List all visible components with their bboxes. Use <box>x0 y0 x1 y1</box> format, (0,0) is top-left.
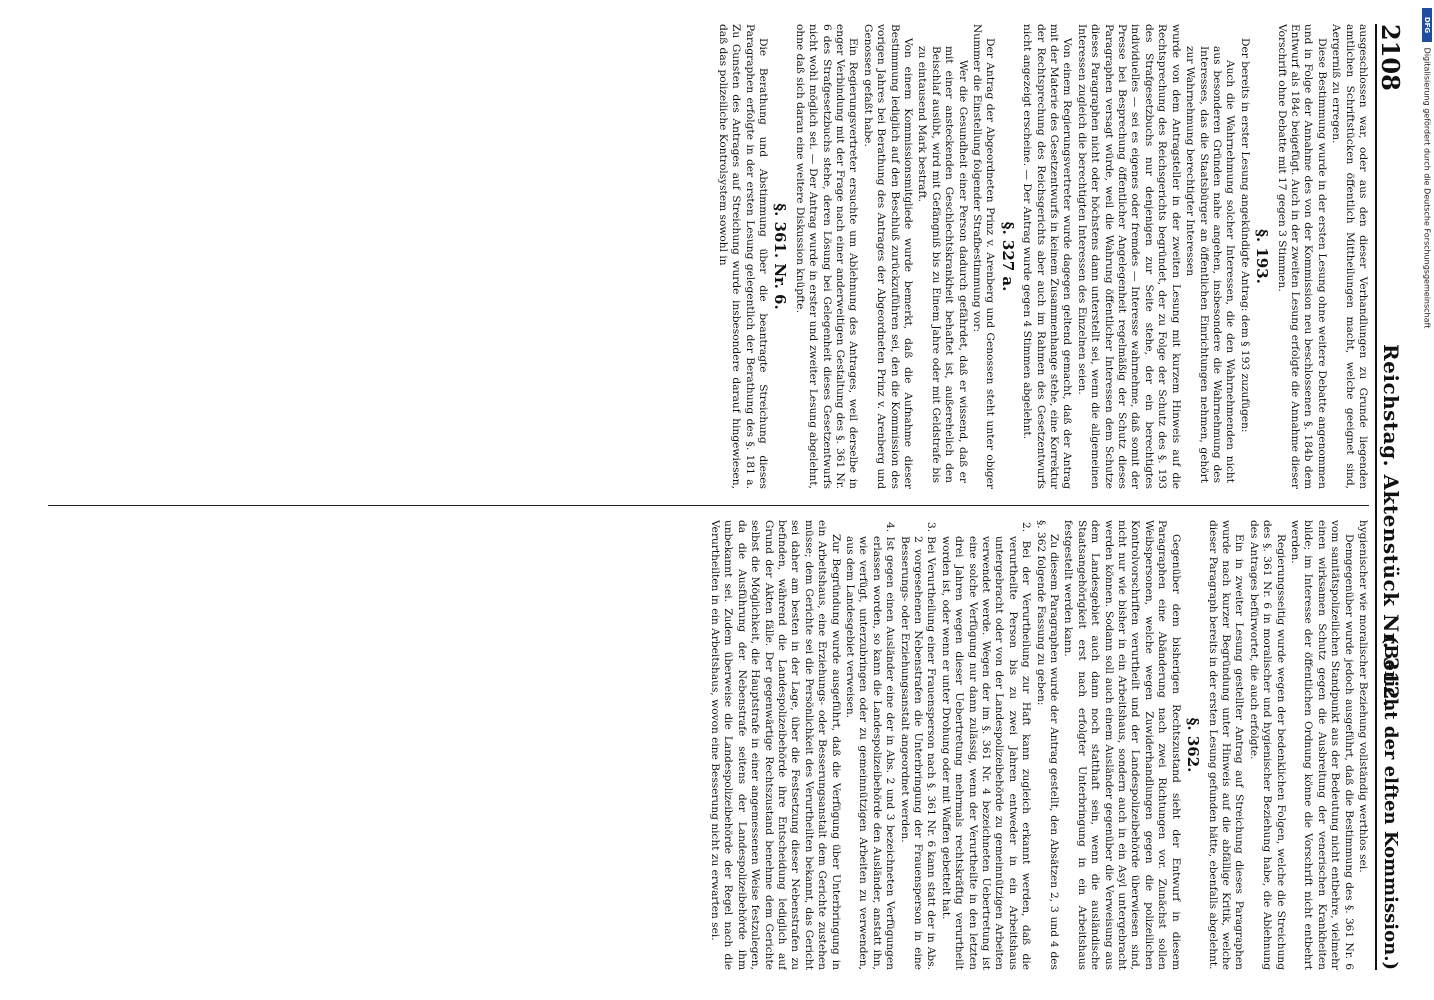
quoted-amendment: Auch die Wahrnehmung solcher Interessen, die den Wahrnehmenden nicht aus besonderen Gründen nahe angehen, insbesondere die Wahrnehmung des Interesses, das die Staatsbürger an öffentlichen Einrichtungen nehmen, gehört zur Wahrnehmung berechtigter Interessen <box>1184 46 1237 483</box>
list-item: 4. Ist gegen einen Ausländer eine der in Abs. 2 und 3 bezeichneten Verfügungen erlassen worden, so kann die Landespolizeibehörde den Ausländer, anstatt ihn, wie verfügt, unterzubringen oder zu gemeinnützigen Arbeiten zu verwenden, aus dem Landesgebiet verweisen. <box>843 522 897 970</box>
paragraph: Gegenüber dem bisherigen Rechtszustand sieht der Entwurf in diesem Paragraphen eine Abänderung nach zwei Richtungen vor. Zunächst sollen Weibspersonen, welche wegen Zuwiderhandlungen gegen die polizeilichen Kontrolvorschriften verurtheilt und der Landespolizeibehörde überwiesen sind, nicht nur wie bisher in ein Arbeitshaus, sondern auch in ein Asyl untergebracht werden können. Sodann soll auch einem Ausländer gegenüber die Verweisung aus dem Landesgebiet auch dann noch statthaft sein, wenn die ausländische Staatsangehörigkeit erst nach erfolgter Unterbringung in ein Arbeitshaus festgestellt werden kann. <box>1062 520 1182 970</box>
paragraph: Zu diesem Paragraphen wurde der Antrag gestellt, den Absätzen 2, 3 und 4 des §. 362 folgende Fassung zu geben: <box>1034 520 1061 970</box>
digitization-watermark <box>1422 8 1432 992</box>
paragraph: Ein Regierungsvertreter ersuchte um Ablehnung des Antrages, weil derselbe in enger Verbindung mit der Frage nach einer anderweitigen Gestaltung des §. 361 Nr. 6 des Strafgesetzbuchs stehe, deren Lösung bei Gelegenheit dieses Gesetzentwurfs nicht wohl möglich sei. — Der Antrag wurde in erster und zweiter Lesung abgelehnt, ohne daß sich daran eine weitere Diskussion knüpfte. <box>793 24 860 489</box>
paragraph: Demgegenüber wurde jedoch ausgeführt, daß die Bestimmung des §. 361 Nr. 6 vom sanitätspolizeilichen Standpunkt aus der Bedeutung nicht entbehre, vielmehr einen wirksamen Schutz gegen die Ausbreitung der venerischen Krankheiten bilde; im Interesse der öffentlichen Ordnung könne die Vorschrift nicht entbehrt werden. <box>1288 520 1355 970</box>
report-title: (Bericht der elften Kommission.) <box>1380 635 1401 970</box>
paragraph: Von einem Kommissionsmitgliede wurde bemerkt, daß die Aufnahme dieser Bestimmung lediglich auf den Beschluß zurückzuführen sei, den die Kommission des vorigen Jahres bei Berathung des Antrages der Abgeordneten Prinz v. Arenberg und Genossen gefaßt habe. <box>861 24 914 489</box>
left-column <box>48 24 1369 489</box>
section-heading-361: §. 361. Nr. 6. <box>771 203 790 310</box>
list-item: 3. Bei Verurtheilung einer Frauensperson nach §. 361 Nr. 6 kann statt der in Abs. 2 vorgesehenen Nebenstrafen die Unterbringung der Frauensperson in eine Besserungs- oder Erziehungsanstalt angeordnet werden. <box>898 522 938 970</box>
quoted-provision: Wer die Gesundheit einer Person dadurch gefährdet, daß er wissend, daß er mit einer ansteckenden Geschlechtskrankheit behaftet ist, außerehelich den Beischlaf ausübt, wird mit Gefängniß bis zu Einem Jahre oder mit Geldstrafe bis zu eintausend Mark bestraft. <box>916 46 969 483</box>
right-column <box>48 520 1369 970</box>
paragraph: Zur Begründung wurde ausgeführt, daß die Verfügung über Unterbringung in ein Arbeitshaus, eine Erziehungs- oder Besserungsanstalt dem Gerichte zustehen müsse; dem Gerichte sei die Persönlichkeit des Verurtheilten bekannt, das Gericht sei daher am besten in der Lage, über die Festsetzung dieser Nebenstrafen zu befinden, während die Landespolizeibehörde ihre Entscheidung lediglich auf Grund der Akten fälle. Der gegenwärtige Rechtszustand benehme dem Gerichte selbst die Möglichkeit, die Hauptstrafe in einer angemessenen Weise festzulegen, da die Ausführung der Nebenstrafe seitens der Landespolizeibehörde ihm unbekannt sei. Zudem überweise die Landespolizeibehörde der Regel nach die Verurtheilten in ein Arbeitshaus, wovon eine Besserung nicht zu erwarten sei. <box>708 520 842 970</box>
paragraph: Ein in zweiter Lesung gestellter Antrag auf Streichung dieses Paragraphen wurde nach kurzer Begründung unter Hinweis auf die abfällige Kritik, welche dieser Paragraph bereits in der ersten Lesung gefunden hätte, ebenfalls abgelehnt. <box>1206 520 1246 970</box>
paragraph: Diese Bestimmung wurde in der ersten Lesung ohne weitere Debatte angenommen und in Folge der Annahme des von der Kommission neu beschlossenen §. 184b dem Entwurf als 184c beigefügt. Auch in der zweiten Lesung erfolgte die Annahme dieser Vorschrift ohne Debatte mit 17 gegen 3 Stimmen. <box>1275 24 1328 489</box>
section-heading-327a: §. 327 a. <box>998 221 1017 292</box>
funding-notice: Digitalisierung gefördert durch die Deutsche Forschungsgemeinschaft <box>1422 47 1432 329</box>
paragraph: wurde von dem Antragsteller in der zweiten Lesung mit kurzem Hinweis auf die Rechtsprechung des Reichsgerichts begründet, der zu Folge der Schutz des §. 193 des Strafgesetzbuchs nur denjenigen zur Seite stehe, der ein berechtigtes individuelles — sei es eigenes oder fremdes — Interesse wahrnehme, daß somit der Presse bei Besprechung öffentlicher Angelegenheit regelmäßig der Schutz dieses Paragraphen versagt würde, weil die Wahrung öffentlicher Interessen dem Schutze dieses Paragraphen nicht oder höchstens dann unterstellt sei, wenn die allgemeinen Interessen zugleich die berechtigten Interessen des Einzelnen seien. <box>1075 24 1182 489</box>
paragraph: Der bereits in erster Lesung angekündigte Antrag: dem § 193 zuzufügen: <box>1238 38 1251 433</box>
list-item: 2. Bei der Verurtheilung zur Haft kann zugleich erkannt werden, daß die verurtheilte Person bis zu zwei Jahren entweder in ein Arbeitshaus untergebracht oder von der Landespolizeibehörde zu gemeinnützigen Arbeiten verwendet werde. Wegen der im §. 361 Nr. 4 bezeichneten Uebertretung ist eine solche Verfügung nur dann zulässig, wenn der Verurtheilte in den letzten drei Jahren wegen dieser Uebertretung mehrmals rechtskräftig verurtheilt worden ist, oder wenn er unter Drohung oder mit Waffen gebettelt hat. <box>939 522 1033 970</box>
paragraph: Die Berathung und Abstimmung über die beantragte Streichung dieses Paragraphen erfolgte in der ersten Lesung gelegentlich der Berathung des §. 181 a. Zu Gunsten des Antrages auf Streichung wurde insbesondere darauf hingewiesen, daß das polizeiliche Kontrolsystem sowohl in <box>716 24 769 489</box>
paragraph: ausgeschlossen war, oder aus den dieser Verhandlungen zu Grunde liegenden amtlichen Schriftstücken öffentlich Mittheilungen macht, welche geeignet sind, Aergerniß zu erregen. <box>1330 24 1369 489</box>
section-heading-193: §. 193. <box>1253 229 1272 284</box>
page-header <box>1375 24 1407 970</box>
paragraph: Der Antrag der Abgeordneten Prinz v. Arenberg und Genossen steht unter obiger Nummer die Einstellung folgender Strafbestimmung vor: <box>971 24 997 489</box>
paragraph: Von einem Regierungsvertreter wurde dagegen geltend gemacht, daß der Antrag mit der Materie des Gesetzentwurfs in keinem Zusammenhange stehe, eine Korrektur der Rechtsprechung des Reichsgerichts aber auch im Rahmen des Gesetzentwurfs nicht angezeigt erscheine. — Der Antrag wurde gegen 4 Stimmen abgelehnt. <box>1021 24 1074 489</box>
page-number: 2108 <box>1376 24 1405 91</box>
paragraph: hygienischer wie moralischer Beziehung vollständig werthlos sei. <box>1357 520 1369 873</box>
running-title: Reichstag. Aktenstück Nr. 312. <box>1379 344 1403 708</box>
section-heading-362: §. 362. <box>1184 717 1203 773</box>
paragraph: Regierungsseitig wurde wegen der bedenklichen Folgen, welche die Streichung des §. 361 Nr. 6 in moralischer und hygienischer Beziehung habe, die Ablehnung des Antrages befürwortet, die auch erfolgte. <box>1247 520 1287 970</box>
column-divider <box>48 505 1369 506</box>
dfg-logo-text: DFG <box>1423 16 1431 34</box>
dfg-logo <box>1422 8 1432 42</box>
